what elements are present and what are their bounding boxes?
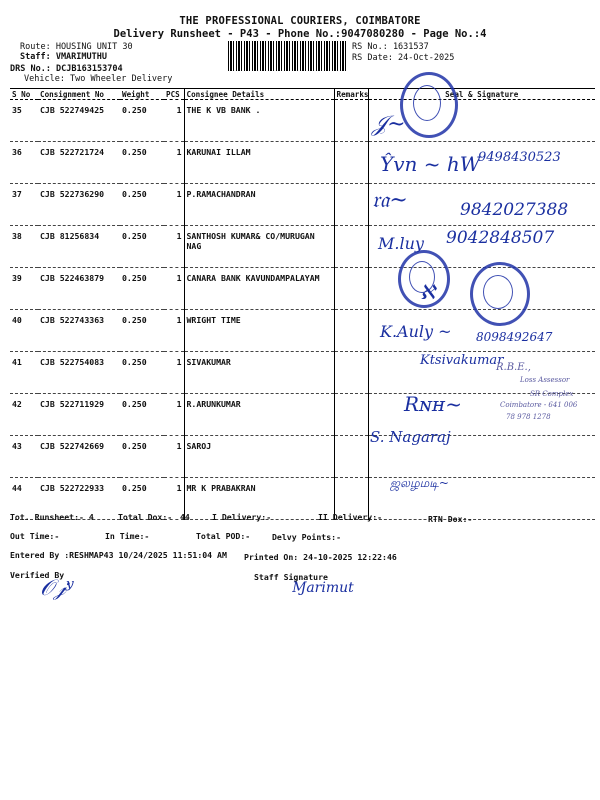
ii-delivery-label: II Delivery:- xyxy=(318,512,383,522)
route-label: Route: HOUSING UNIT 30 xyxy=(20,42,133,52)
cell-consignment-no: CJB 81256834 xyxy=(38,226,120,268)
signature-37: 𝔯𝔞~ xyxy=(372,188,408,213)
cell-weight: 0.250 xyxy=(120,268,164,310)
cell-sno: 37 xyxy=(10,184,38,226)
cell-pcs: 1 xyxy=(164,142,184,184)
company-title: THE PROFESSIONAL COURIERS, COIMBATORE xyxy=(179,15,421,27)
handwritten-name-43: S. Nagaraj xyxy=(370,428,451,446)
staff-signature: Ɱarimut xyxy=(292,580,354,596)
col-weight: Weight xyxy=(120,89,164,100)
cell-pcs: 1 xyxy=(164,268,184,310)
i-delivery-label: I Delivery:- xyxy=(212,512,272,522)
cell-consignee: MR K PRABAKRAN xyxy=(184,478,334,520)
cell-consignment-no: CJB 522754083 xyxy=(38,352,120,394)
cell-weight: 0.250 xyxy=(120,310,164,352)
cell-sno: 38 xyxy=(10,226,38,268)
stamp-text-41b: Loss Assessor xyxy=(520,376,570,384)
cell-weight: 0.250 xyxy=(120,478,164,520)
table-row xyxy=(10,436,595,478)
signature-44: ஜலழமடி~ xyxy=(390,476,449,490)
handwritten-phone-37: 9842027388 xyxy=(460,200,569,220)
total-dox-value: 44 xyxy=(180,512,190,522)
cell-consignee: SIVAKUMAR xyxy=(184,352,334,394)
cell-pcs: 1 xyxy=(164,310,184,352)
tot-runsheet: Tot. Runsheet:- 4 xyxy=(10,512,94,522)
cell-remarks xyxy=(334,352,368,394)
signature-35: 𝒥~ xyxy=(372,112,406,137)
vehicle-label: Vehicle: Two Wheeler Delivery xyxy=(24,74,173,84)
handwritten-phone-38: 9042848507 xyxy=(446,228,555,248)
col-seal: Seal & Signature xyxy=(368,89,595,100)
cell-consignment-no: CJB 522742669 xyxy=(38,436,120,478)
out-time-label: Out Time:- xyxy=(10,531,60,541)
cell-remarks xyxy=(334,142,368,184)
cell-consignee: CANARA BANK KAVUNDAMPALAYAM xyxy=(184,268,334,310)
col-sno: S No xyxy=(10,89,38,100)
handwritten-name-41: Ktsivakumar xyxy=(420,353,504,368)
total-pod-label: Total POD:- xyxy=(196,531,251,541)
cell-weight: 0.250 xyxy=(120,142,164,184)
cell-weight: 0.250 xyxy=(120,184,164,226)
stamp-text-41a: R.B.E., xyxy=(496,362,531,373)
cell-remarks xyxy=(334,226,368,268)
cell-sno: 43 xyxy=(10,436,38,478)
cell-sno: 41 xyxy=(10,352,38,394)
cell-sno: 40 xyxy=(10,310,38,352)
cell-consignment-no: CJB 522736290 xyxy=(38,184,120,226)
cell-weight: 0.250 xyxy=(120,226,164,268)
cell-remarks xyxy=(334,394,368,436)
cell-sno: 42 xyxy=(10,394,38,436)
cell-weight: 0.250 xyxy=(120,394,164,436)
stamp-text-41d: Coimbatore - 641 006 xyxy=(500,401,578,409)
cell-weight: 0.250 xyxy=(120,100,164,142)
stamp-text-41e: 78 978 1278 xyxy=(506,413,551,421)
seal-stamp-39b xyxy=(470,262,530,326)
cell-consignee: R.ARUNKUMAR xyxy=(184,394,334,436)
cell-consignee: SANTHOSH KUMAR& CO/MURUGAN NAG xyxy=(184,226,334,268)
signature-38: M.luy xyxy=(378,234,424,253)
cell-remarks xyxy=(334,100,368,142)
total-dox-label: Total Dox:- xyxy=(118,512,173,522)
delvy-points-label: Delvy Points:- xyxy=(272,532,342,542)
rs-number: RS No.: 1631537 xyxy=(352,42,429,52)
cell-remarks xyxy=(334,310,368,352)
cell-consignee: KARUNAI ILLAM xyxy=(184,142,334,184)
seal-stamp-35 xyxy=(400,72,458,138)
signature-36: Ŷvn ~ hW xyxy=(380,152,481,176)
cell-pcs: 1 xyxy=(164,184,184,226)
table-row xyxy=(10,478,595,520)
cell-consignee: SAROJ xyxy=(184,436,334,478)
rtn-dox-label: RTN Dox:- xyxy=(428,514,473,524)
cell-sno: 44 xyxy=(10,478,38,520)
table-row xyxy=(10,100,595,142)
cell-weight: 0.250 xyxy=(120,352,164,394)
cell-consignee: WRIGHT TIME xyxy=(184,310,334,352)
stamp-text-41c: SR Complex xyxy=(530,390,574,398)
cell-weight: 0.250 xyxy=(120,436,164,478)
cell-consignee: THE K VB BANK . xyxy=(184,100,334,142)
col-consignee: Consignee Details xyxy=(184,89,334,100)
staff-signature-label: Staff Signature xyxy=(254,572,328,582)
cell-pcs: 1 xyxy=(164,478,184,520)
cell-consignment-no: CJB 522743363 xyxy=(38,310,120,352)
entered-by: Entered By :RESHMAP43 10/24/2025 11:51:04 AM xyxy=(10,550,227,560)
table-header-row xyxy=(10,89,595,100)
cell-remarks xyxy=(334,436,368,478)
signature-42: Rɴʜ~ xyxy=(404,392,463,416)
cell-sno: 36 xyxy=(10,142,38,184)
rs-date: RS Date: 24-Oct-2025 xyxy=(352,53,455,63)
handwritten-phone-36: 9498430523 xyxy=(478,150,561,165)
verified-by-label: Verified By xyxy=(10,570,65,580)
cell-consignment-no: CJB 522463879 xyxy=(38,268,120,310)
handwritten-phone-40: 8098492647 xyxy=(476,330,553,344)
cell-sno: 39 xyxy=(10,268,38,310)
cell-sno: 35 xyxy=(10,100,38,142)
staff-label: Staff: VMARIMUTHU xyxy=(20,52,107,62)
cell-consignment-no: CJB 522749425 xyxy=(38,100,120,142)
in-time-label: In Time:- xyxy=(105,531,150,541)
printed-on: Printed On: 24-10-2025 12:22:46 xyxy=(244,552,397,562)
cell-consignment-no: CJB 522711929 xyxy=(38,394,120,436)
verified-signature: 𝒪𝒿ʸ xyxy=(40,576,74,601)
col-remarks: Remarks xyxy=(334,89,368,100)
cell-pcs: 1 xyxy=(164,100,184,142)
cell-consignment-no: CJB 522722933 xyxy=(38,478,120,520)
signature-39: ℵ xyxy=(420,280,435,304)
cell-consignment-no: CJB 522721724 xyxy=(38,142,120,184)
barcode xyxy=(228,41,346,71)
col-pcs: PCS xyxy=(164,89,184,100)
cell-pcs: 1 xyxy=(164,436,184,478)
cell-remarks xyxy=(334,184,368,226)
drs-number: DRS No.: DCJB163153704 xyxy=(10,64,123,74)
col-consignment: Consignment No xyxy=(38,89,120,100)
cell-pcs: 1 xyxy=(164,226,184,268)
runsheet-title: Delivery Runsheet - P43 - Phone No.:9047080280 - Page No.:4 xyxy=(113,28,487,40)
signature-40: K.Auly ~ xyxy=(380,322,452,341)
cell-pcs: 1 xyxy=(164,352,184,394)
cell-consignee: P.RAMACHANDRAN xyxy=(184,184,334,226)
cell-pcs: 1 xyxy=(164,394,184,436)
cell-remarks xyxy=(334,268,368,310)
